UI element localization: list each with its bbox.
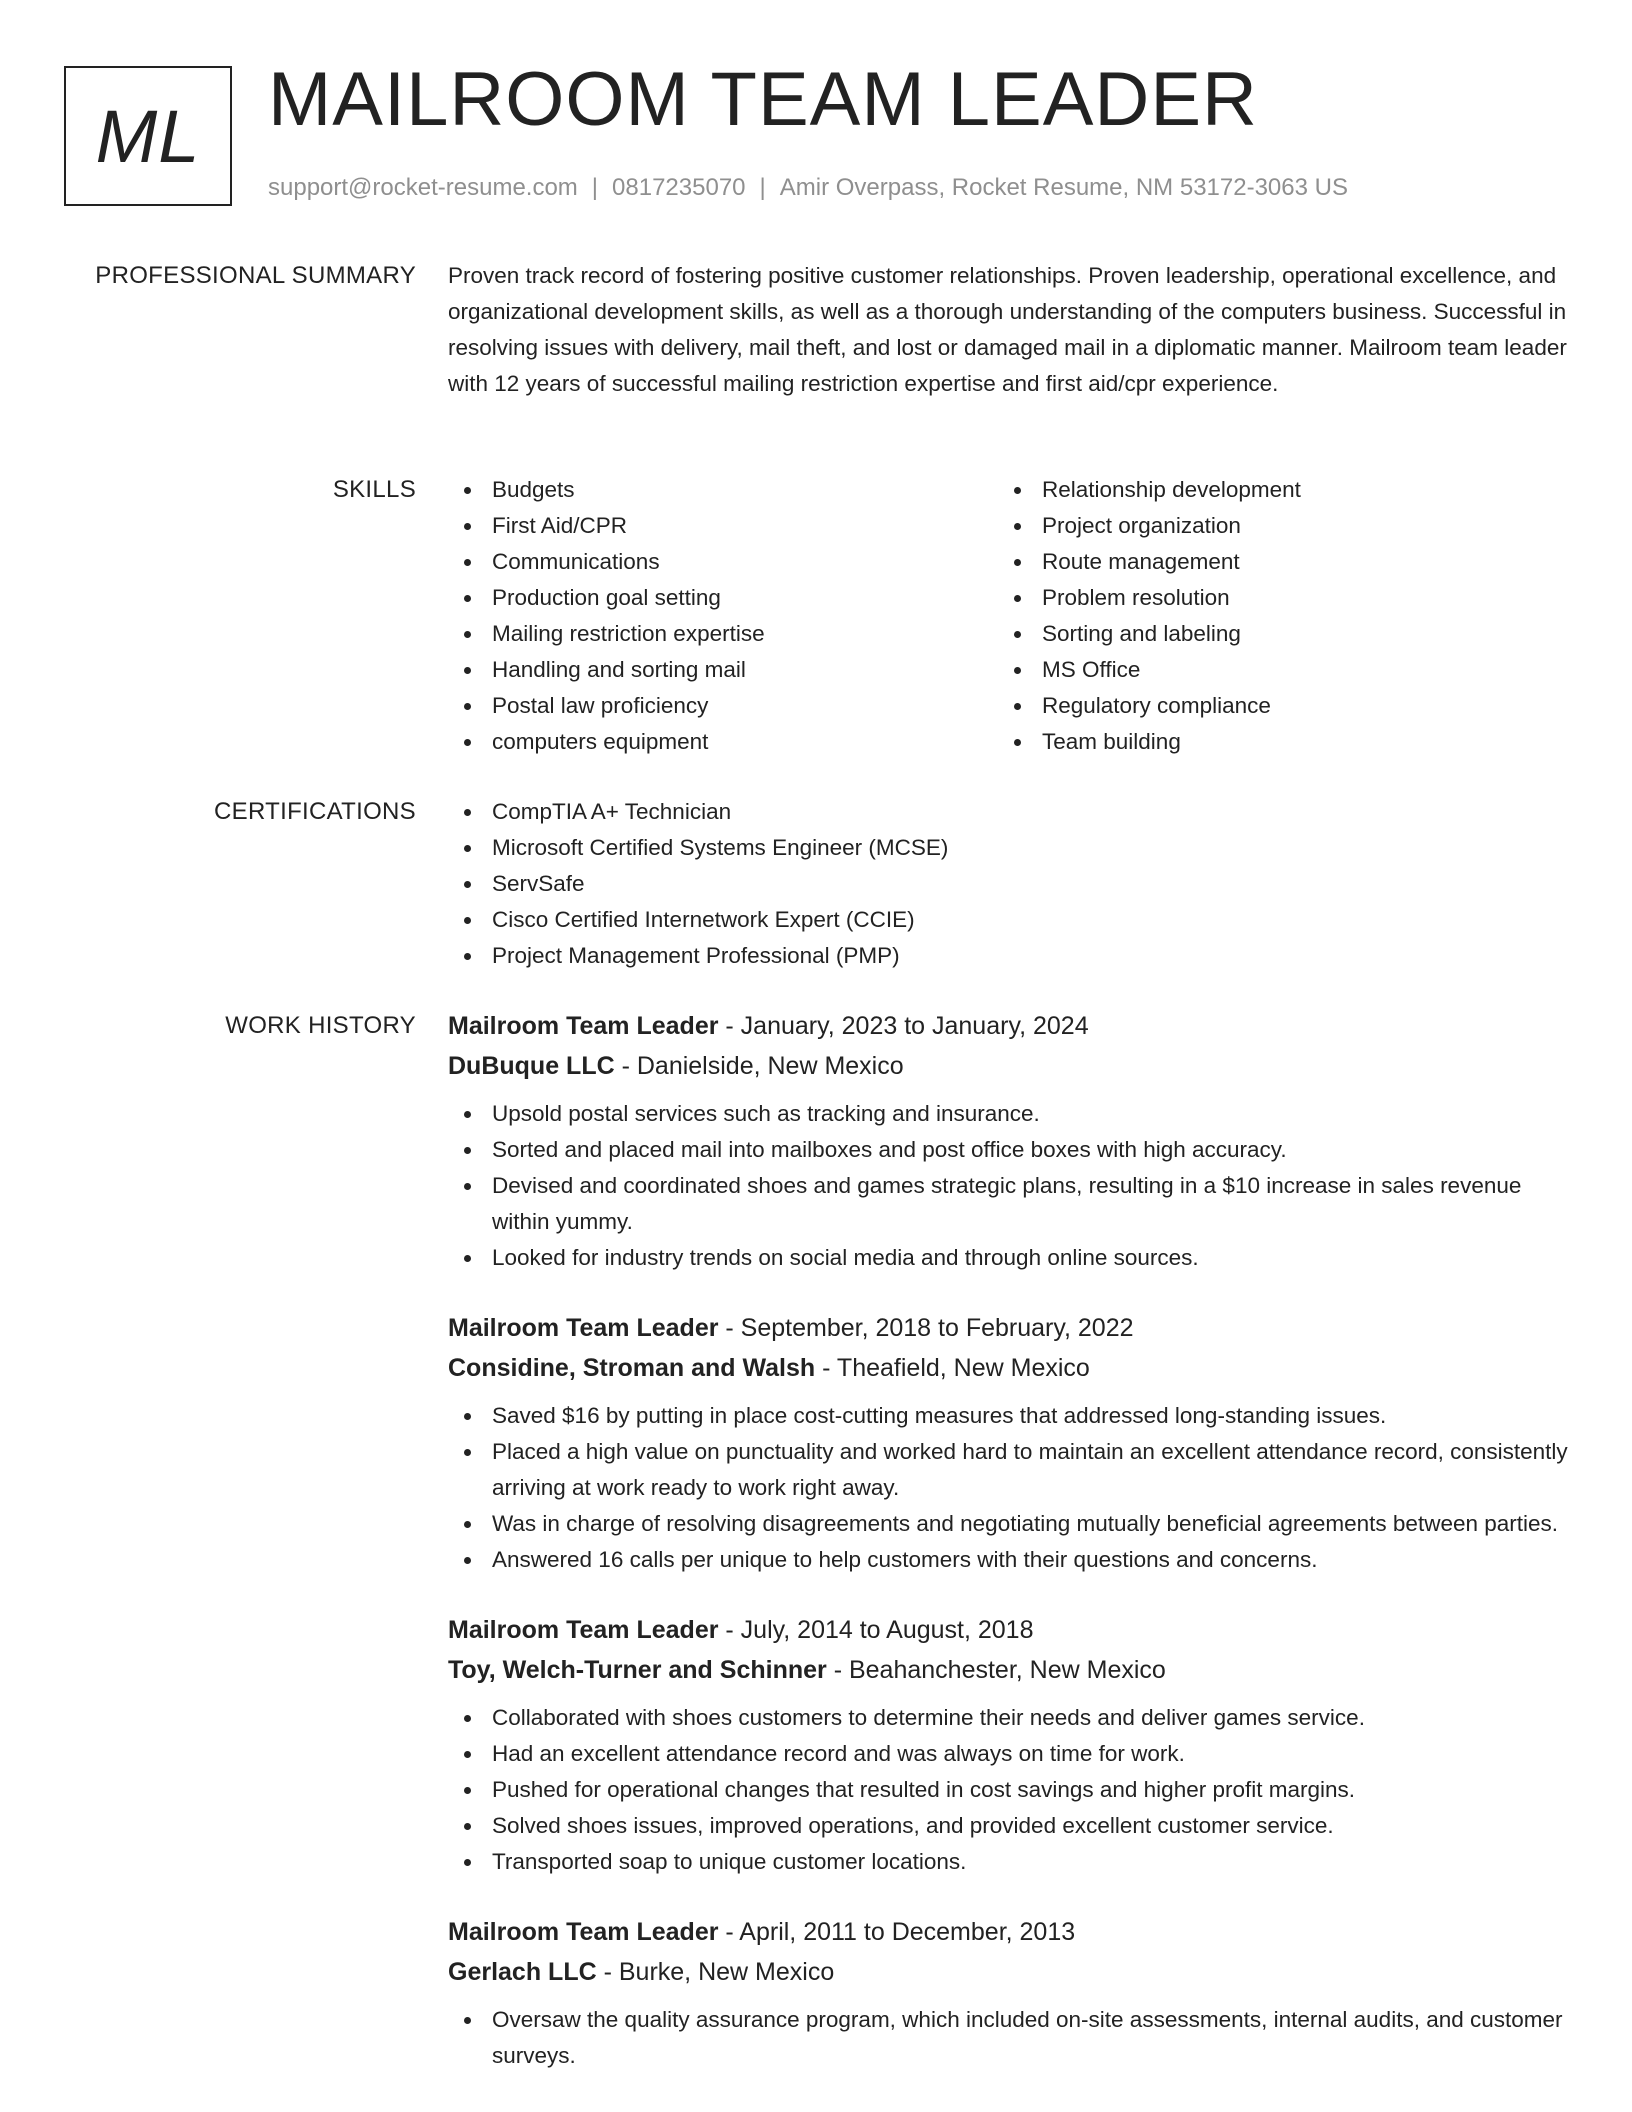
list-item: Collaborated with shoes customers to determine their needs and deliver games service. [448, 1700, 1568, 1736]
list-item: Transported soap to unique customer locations. [448, 1844, 1568, 1880]
list-item: Was in charge of resolving disagreements and negotiating mutually beneficial agreements between parties. [448, 1506, 1568, 1542]
job-dates: - September, 2018 to February, 2022 [718, 1314, 1134, 1342]
job-title: Mailroom Team Leader [448, 1918, 719, 1946]
job-company-line [448, 1650, 1568, 1690]
list-item: Communications [448, 544, 998, 580]
job-dates: - April, 2011 to December, 2013 [718, 1918, 1076, 1946]
summary-body [448, 258, 1568, 402]
list-item: Answered 16 calls per unique to help customers with their questions and concerns. [448, 1542, 1568, 1578]
job-location: - Beahanchester, New Mexico [826, 1656, 1166, 1684]
list-item: Upsold postal services such as tracking and insurance. [448, 1096, 1568, 1132]
work-history-body [448, 1006, 1568, 2106]
job-entry [448, 1006, 1568, 1276]
job-bullets [448, 1096, 1568, 1276]
job-dates: - January, 2023 to January, 2024 [718, 1012, 1089, 1040]
job-company-line [448, 1046, 1568, 1086]
job-title-line [448, 1006, 1568, 1046]
section-label-skills: SKILLS [332, 476, 416, 503]
contact-separator: | [591, 174, 599, 201]
summary-text: Proven track record of fostering positive customer relationships. Proven leadership, operational excellence, and organizational development skills, as well as a thorough understanding of the computers business. Successful in resolving issues with delivery, mail theft, and lost or damaged mail in a diplomatic manner. Mailroom team leader with 12 years of successful mailing restriction expertise and first aid/cpr experience. [448, 263, 1567, 396]
job-entry [448, 1308, 1568, 1578]
skills-list-right [998, 472, 1548, 760]
list-item: Project Management Professional (PMP) [448, 938, 1568, 974]
list-item: Team building [998, 724, 1548, 760]
list-item: Budgets [448, 472, 998, 508]
list-item: ServSafe [448, 866, 1568, 902]
list-item: Handling and sorting mail [448, 652, 998, 688]
job-company-line [448, 1952, 1568, 1992]
job-company: Gerlach LLC [448, 1958, 597, 1986]
list-item: computers equipment [448, 724, 998, 760]
job-title: Mailroom Team Leader [448, 1616, 719, 1644]
list-item: Had an excellent attendance record and was always on time for work. [448, 1736, 1568, 1772]
job-company: Toy, Welch-Turner and Schinner [448, 1656, 827, 1684]
candidate-title: MAILROOM TEAM LEADER [268, 57, 1258, 142]
job-company: Considine, Stroman and Walsh [448, 1354, 816, 1382]
job-title-line [448, 1912, 1568, 1952]
list-item: Devised and coordinated shoes and games strategic plans, resulting in a $10 increase in sales revenue within yummy. [448, 1168, 1568, 1240]
list-item: Placed a high value on punctuality and worked hard to maintain an excellent attendance record, consistently arriving at work ready to work right away. [448, 1434, 1568, 1506]
list-item: Sorting and labeling [998, 616, 1548, 652]
contact-separator: | [759, 174, 766, 201]
list-item: Problem resolution [998, 580, 1548, 616]
list-item: Route management [998, 544, 1548, 580]
job-title: Mailroom Team Leader [448, 1012, 719, 1040]
section-label-work-history: WORK HISTORY [225, 1012, 416, 1039]
list-item: Saved $16 by putting in place cost-cutting measures that addressed long-standing issues. [448, 1398, 1568, 1434]
skills-body [448, 472, 1568, 760]
job-location: - Danielside, New Mexico [614, 1052, 904, 1080]
job-bullets [448, 1700, 1568, 1880]
section-label-summary: PROFESSIONAL SUMMARY [95, 262, 416, 289]
list-item: Microsoft Certified Systems Engineer (MCSE) [448, 830, 1568, 866]
contact-phone: 0817235070 [612, 174, 746, 201]
contact-address: Amir Overpass, Rocket Resume, NM 53172-3063 US [779, 174, 1348, 201]
list-item: Production goal setting [448, 580, 998, 616]
list-item: Solved shoes issues, improved operations, and provided excellent customer service. [448, 1808, 1568, 1844]
certifications-list [448, 794, 1568, 974]
job-title: Mailroom Team Leader [448, 1314, 719, 1342]
list-item: First Aid/CPR [448, 508, 998, 544]
job-bullets [448, 1398, 1568, 1578]
list-item: Pushed for operational changes that resulted in cost savings and higher profit margins. [448, 1772, 1568, 1808]
list-item: CompTIA A+ Technician [448, 794, 1568, 830]
skills-columns [448, 472, 1568, 760]
list-item: Mailing restriction expertise [448, 616, 998, 652]
list-item: Sorted and placed mail into mailboxes and post office boxes with high accuracy. [448, 1132, 1568, 1168]
list-item: Relationship development [998, 472, 1548, 508]
section-label-certifications: CERTIFICATIONS [214, 798, 416, 825]
resume-header [64, 57, 1584, 216]
job-title-line [448, 1308, 1568, 1348]
job-bullets [448, 2002, 1568, 2074]
job-company-line [448, 1348, 1568, 1388]
list-item: Looked for industry trends on social media and through online sources. [448, 1240, 1568, 1276]
list-item: Project organization [998, 508, 1548, 544]
job-title-line [448, 1610, 1568, 1650]
list-item: Oversaw the quality assurance program, which included on-site assessments, internal audits, and customer surveys. [448, 2002, 1568, 2074]
list-item: MS Office [998, 652, 1548, 688]
monogram-logo: ML [64, 66, 232, 206]
list-item: Postal law proficiency [448, 688, 998, 724]
certifications-body [448, 794, 1568, 974]
job-entry [448, 1610, 1568, 1880]
job-location: - Theafield, New Mexico [815, 1354, 1090, 1382]
skills-list-left [448, 472, 998, 760]
list-item: Regulatory compliance [998, 688, 1548, 724]
job-entry [448, 1912, 1568, 2074]
contact-line [268, 174, 1348, 202]
contact-email: support@rocket-resume.com [268, 174, 578, 201]
job-dates: - July, 2014 to August, 2018 [718, 1616, 1034, 1644]
list-item: Cisco Certified Internetwork Expert (CCIE) [448, 902, 1568, 938]
job-company: DuBuque LLC [448, 1052, 615, 1080]
job-location: - Burke, New Mexico [596, 1958, 835, 1986]
